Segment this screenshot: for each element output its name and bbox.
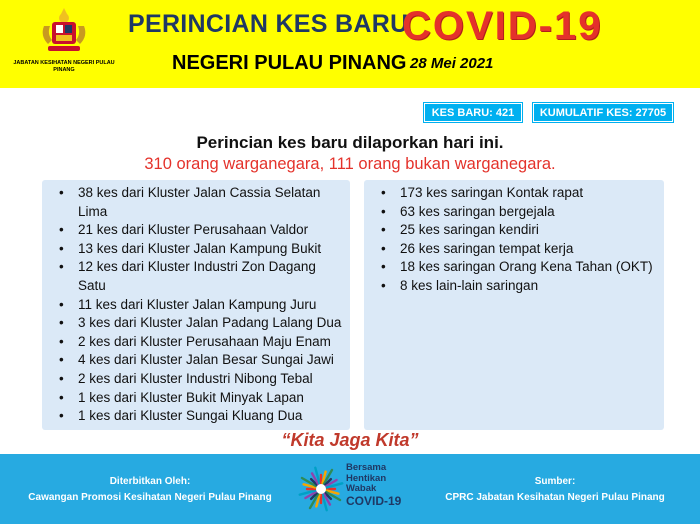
- list-item: • 173 kes saringan Kontak rapat: [378, 184, 658, 203]
- screening-list: [364, 180, 664, 296]
- cluster-list-panel: [42, 180, 350, 430]
- cumulative-cases-badge: KUMULATIF KES: 27705: [533, 103, 673, 122]
- list-item: • 26 kes saringan tempat kerja: [378, 240, 658, 259]
- slogan: “Kita Jaga Kita”: [281, 430, 419, 450]
- campaign-line-2: Hentikan: [346, 472, 387, 484]
- state-subtitle: NEGERI PULAU PINANG: [172, 52, 407, 74]
- ministry-logo: [8, 6, 120, 82]
- coat-of-arms-icon: [38, 6, 90, 56]
- list-item: • 38 kes dari Kluster Jalan Cassia Selatan Lima: [56, 184, 344, 221]
- list-item: • 8 kes lain-lain saringan: [378, 277, 658, 296]
- screening-list-panel: [364, 180, 664, 430]
- list-item: • 1 kes dari Kluster Bukit Minyak Lapan: [56, 389, 344, 408]
- virus-burst-icon: [296, 463, 346, 515]
- publisher-name: Cawangan Promosi Kesihatan Negeri Pulau Pinang: [28, 492, 272, 503]
- publisher-block: [0, 474, 300, 506]
- source-block: [410, 474, 700, 506]
- list-item: • 21 kes dari Kluster Perusahaan Valdor: [56, 221, 344, 240]
- covid-label: COVID-19: [402, 4, 603, 48]
- source-label: Sumber:: [534, 476, 576, 487]
- campaign-line-1: Bersama: [346, 462, 387, 473]
- list-item: • 2 kes dari Kluster Industri Nibong Tebal: [56, 370, 344, 389]
- list-item: • 2 kes dari Kluster Perusahaan Maju Enam: [56, 333, 344, 352]
- campaign-line-3: Wabak: [346, 483, 377, 494]
- campaign-line-4: COVID-19: [346, 493, 402, 508]
- campaign-logo: [296, 457, 408, 521]
- page-title: PERINCIAN KES BARU: [128, 10, 409, 38]
- list-item: • 13 kes dari Kluster Jalan Kampung Bukit: [56, 240, 344, 259]
- footer: [0, 454, 700, 524]
- citizenship-breakdown: 310 orang warganegara, 111 orang bukan warganegara.: [144, 155, 556, 173]
- source-name: CPRC Jabatan Kesihatan Negeri Pulau Pinang: [445, 492, 665, 503]
- new-cases-badge: KES BARU: 421: [424, 103, 522, 122]
- list-item: • 63 kes saringan bergejala: [378, 203, 658, 222]
- campaign-logo-text: [346, 463, 401, 508]
- list-item: • 12 kes dari Kluster Industri Zon Dagang Satu: [56, 258, 344, 295]
- list-item: • 1 kes dari Kluster Sungai Kluang Dua: [56, 407, 344, 426]
- header-banner: [0, 0, 700, 88]
- list-item: • 4 kes dari Kluster Jalan Besar Sungai Jawi: [56, 351, 344, 370]
- summary-heading: Perincian kes baru dilaporkan hari ini.: [196, 133, 504, 152]
- list-item: • 25 kes saringan kendiri: [378, 221, 658, 240]
- list-item: • 3 kes dari Kluster Jalan Padang Lalang Dua: [56, 314, 344, 333]
- cluster-list: [42, 180, 350, 426]
- list-item: • 18 kes saringan Orang Kena Tahan (OKT): [378, 258, 658, 277]
- logo-text: JABATAN KESIHATAN NEGERI PULAU PINANG: [13, 60, 115, 73]
- list-item: • 11 kes dari Kluster Jalan Kampung Juru: [56, 296, 344, 315]
- publisher-label: Diterbitkan Oleh:: [109, 476, 191, 487]
- report-date: 28 Mei 2021: [410, 55, 494, 72]
